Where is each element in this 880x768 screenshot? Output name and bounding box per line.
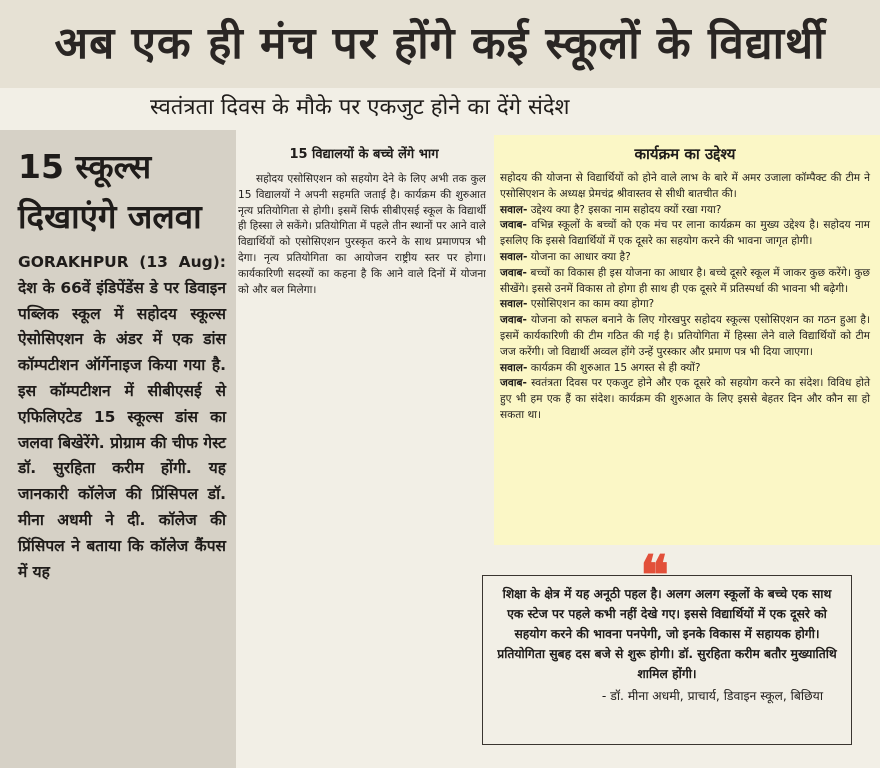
middle-story-heading: 15 विद्यालयों के बच्चे लेंगे भाग: [289, 147, 439, 162]
interview-intro: सहोदय की योजना से विद्यार्थियों को होने वाले लाभ के बारे में अमर उजाला कॉम्पैक्ट की टीम ने एसोसिएशन के अध्यक्ष प्रेमचंद्र श्रीवास्तव से सीधी बातचीत की।: [500, 172, 870, 200]
qa-item: [500, 250, 870, 266]
interview-body: [500, 171, 870, 424]
qa-item: [500, 203, 870, 219]
quote-box: [482, 575, 852, 745]
qa-text: कार्यक्रम की शुरुआत 15 अगस्त से ही क्यों?: [530, 361, 701, 374]
qa-item: [500, 376, 870, 423]
qa-item: [500, 266, 870, 298]
qa-text: योजना को सफल बनाने के लिए गोरखपुर सहोदय स्कूल्स एसोसिएशन का गठन हुआ है। इसमें कार्यकारिणी की टीम गठित की गई है। प्रतियोगिता में हिस्सा लेने वाले विद्यार्थियों को टीम जज करेंगी। जो विद्यार्थी अव्वल होंगे उन्हें पुरस्कार और प्रमाण पत्र भी दिया जाएगा।: [500, 314, 870, 358]
headline: अब एक ही मंच पर होंगे कई स्कूलों के विद्यार्थी: [0, 0, 880, 88]
qa-label: सवाल-: [500, 361, 528, 374]
interview-heading: कार्यक्रम का उद्देश्य: [634, 145, 736, 163]
qa-label: जवाब-: [500, 219, 527, 232]
qa-text: स्वतंत्रता दिवस पर एकजुट होने और एक दूसरे को सहयोग करने का संदेश। विविध होते हुए भी हम एक हैं का संदेश। कार्यक्रम की शुरुआत के लिए इससे बेहतर दिन और कौन सा हो सकता था।: [500, 377, 870, 421]
qa-item: [500, 218, 870, 250]
qa-label: जवाब-: [500, 266, 527, 279]
qa-label: सवाल-: [500, 203, 528, 216]
qa-text: योजना का आधार क्या है?: [530, 250, 631, 263]
qa-text: उद्देश्य क्या है? इसका नाम सहोदय क्यों रखा गया?: [530, 203, 722, 216]
left-story: [0, 130, 236, 768]
left-story-text: देश के 66वें इंडिपेंडेंस डे पर डिवाइन पब्लिक स्कूल में सहोदय स्कूल्स ऐसोसिएशन के अंडर में एक डांस कॉम्पटीशन ऑर्गेनाइज किया गया है. इस कॉम्पटीशन में सीबीएसई से एफिलिएटेड 15 स्कूल्स डांस का जलवा बिखेरेंगे. प्रोग्राम की चीफ गेस्ट डॉ. सुरहिता करीम होंगी. यह जानकारी कॉलेज की प्रिंसिपल डॉ. मीना अधमी ने दी. कॉलेज की प्रिंसिपल ने बताया कि कॉलेज कैंपस में यह: [18, 278, 226, 581]
left-story-body: [18, 250, 226, 585]
qa-label: सवाल-: [500, 250, 528, 263]
quote-text: शिक्षा के क्षेत्र में यह अनूठी पहल है। अलग अलग स्कूलों के बच्चे एक साथ एक स्टेज पर पहले कभी नहीं देखे गए। इससे विद्यार्थियों में एक दूसरे को सहयोग करने की भावना पनपेगी, जो इनके विकास में सहायक होगी। प्रतियोगिता सुबह दस बजे से शुरू होगी। डॉ. सुरहिता करीम बतौर मुख्यातिथि शामिल होंगी।: [497, 587, 837, 681]
quote-attribution: - डॉ. मीना अधमी, प्राचार्य, डिवाइन स्कूल, बिछिया: [601, 689, 823, 703]
qa-item: [500, 297, 870, 313]
quote-mark-icon: ❝: [640, 543, 670, 580]
qa-item: [500, 361, 870, 377]
qa-item: [500, 313, 870, 360]
left-story-title: 15 स्कूल्स दिखाएंगे जलवा: [18, 147, 202, 236]
qa-text: एसोसिएशन का काम क्या होगा?: [530, 298, 655, 311]
subheadline: स्वतंत्रता दिवस के मौके पर एकजुट होने का देंगे संदेश: [150, 95, 570, 120]
qa-label: जवाब-: [500, 377, 527, 390]
middle-story-body: सहोदय एसोसिएशन को सहयोग देने के लिए अभी तक कुल 15 विद्यालयों ने अपनी सहमति जताई है। कार्यक्रम की शुरुआत नृत्य प्रतियोगिता से होगी। इसमें सिर्फ सीबीएसई स्कूल के विद्यार्थी ही हिस्सा ले सकेंगे। प्रतियोगिता में पहले तीन स्थानों पर आने वाले विद्यार्थियों को एसोसिएशन पुरस्कृत करने के साथ प्रमाणपत्र भी देगा। नृत्य प्रतियोगिता का आयोजन राष्ट्रीय स्तर पर होगा। कार्यकारिणी सदस्यों का कहना है कि आने वाले दिनों में योजना को और बल मिलेगा।: [238, 173, 486, 296]
interview-box: [494, 135, 880, 545]
qa-text: बच्चों का विकास ही इस योजना का आधार है। बच्चे दूसरे स्कूल में जाकर कुछ करेंगे। कुछ सीखेंगे। इससे उनमें विकास तो होगा ही साथ ही एक दूसरे में प्रतिस्पर्धा की भावना भी बढ़ेगी।: [500, 266, 870, 295]
dateline: GORAKHPUR (13 Aug):: [18, 253, 226, 271]
qa-label: सवाल-: [500, 298, 528, 311]
qa-text: वभिन्न स्कूलों के बच्चों को एक मंच पर लाना कार्यक्रम का मुख्य उद्देश्य है। सहोदय नाम इसलिए कि इससे विद्यार्थियों में एक दूसरे का सहयोग करने की भावना जागृत होगी।: [500, 219, 870, 248]
qa-label: जवाब-: [500, 314, 527, 327]
